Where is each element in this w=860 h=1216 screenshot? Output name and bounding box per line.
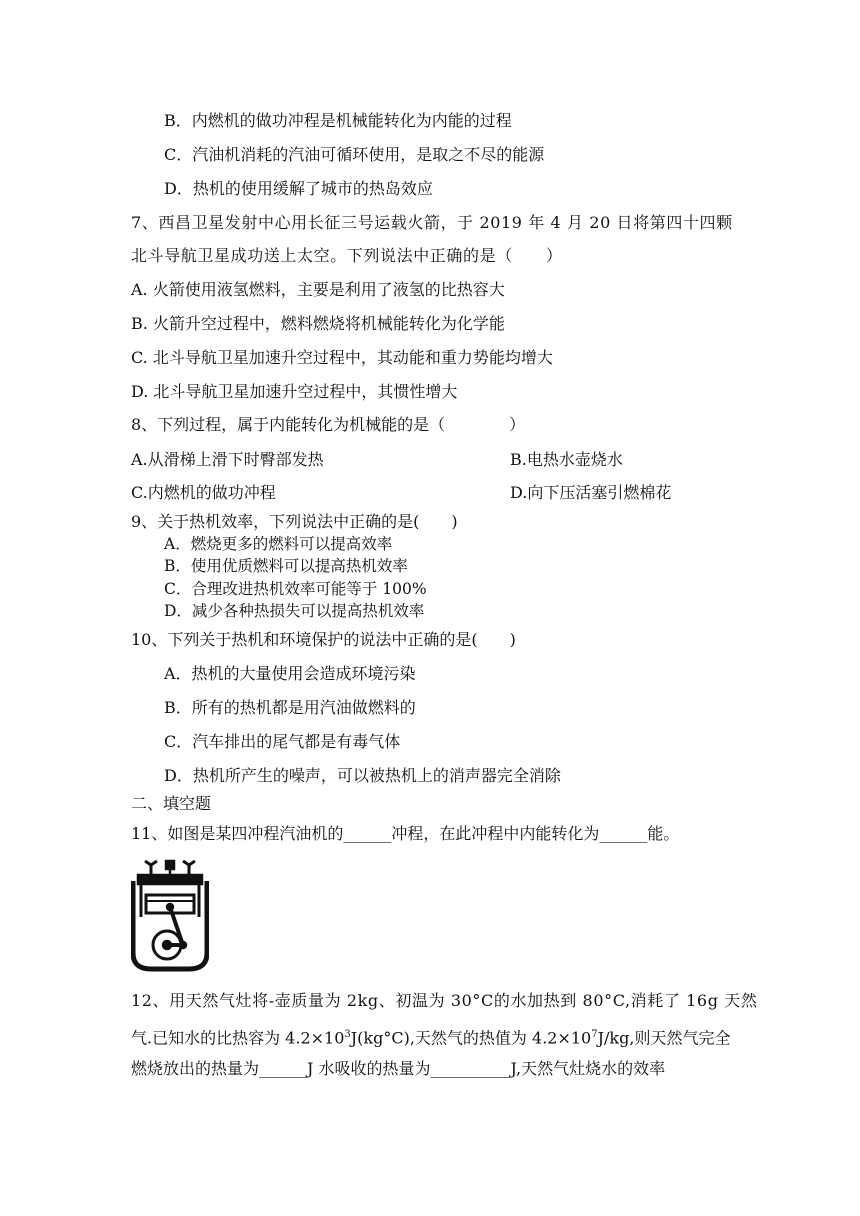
q12-line2-text-b: J(kg°C),天然气的热值为 4.2×10	[350, 1028, 592, 1048]
q12-line2-sup-b: 7	[591, 1029, 598, 1040]
q8-option-d: D.向下压活塞引燃棉花	[510, 483, 672, 502]
q7-option-b: B. 火箭升空过程中，燃料燃烧将机械能转化为化学能	[131, 314, 505, 333]
q9-option-d: D．减少各种热损失可以提高热机效率	[164, 602, 425, 620]
q8-option-c: C.内燃机的做功冲程	[131, 483, 276, 502]
q6-option-d: D．热机的使用缓解了城市的热岛效应	[164, 179, 433, 198]
q10-option-d: D．热机所产生的噪声，可以被热机上的消声器完全消除	[164, 766, 561, 785]
q12-line2-sup-a: 3	[344, 1029, 351, 1040]
q8-option-a: A.从滑梯上滑下时臀部发热	[131, 450, 324, 469]
q10-option-b: B．所有的热机都是用汽油做燃料的	[164, 698, 416, 717]
q9-option-a: A．燃烧更多的燃料可以提高效率	[164, 535, 393, 553]
q9-stem: 9、关于热机效率，下列说法中正确的是( )	[131, 512, 458, 531]
q7-stem-line1: 7、西昌卫星发射中心用长征三号运载火箭，于 2019 年 4 月 20 日将第四十四颗	[131, 213, 733, 232]
q10-option-a: A．热机的大量使用会造成环境污染	[164, 664, 416, 683]
q12-line1: 12、用天然气灶将-壶质量为 2kg、初温为 30°C的水加热到 80°C,消耗了 16g 天然	[131, 991, 758, 1010]
q10-option-c: C．汽车排出的尾气都是有毒气体	[164, 732, 401, 751]
section-heading-fill-in: 二、填空题	[131, 794, 212, 813]
q9-option-b: B．使用优质燃料可以提高热机效率	[164, 557, 408, 575]
q7-option-d: D. 北斗导航卫星加速升空过程中，其惯性增大	[131, 382, 458, 401]
q12-line3: 燃烧放出的热量为______J 水吸收的热量为__________J,天然气灶烧水的效率	[131, 1059, 666, 1078]
q7-option-a: A. 火箭使用液氢燃料，主要是利用了液氢的比热容大	[131, 280, 505, 299]
q8-stem: 8、下列过程，属于内能转化为机械能的是（ ）	[131, 415, 526, 434]
q12-line2	[131, 1024, 730, 1049]
q7-option-c: C. 北斗导航卫星加速升空过程中，其动能和重力势能均增大	[131, 348, 553, 367]
q9-option-c: C．合理改进热机效率可能等于 100%	[164, 580, 427, 598]
q10-stem: 10、下列关于热机和环境保护的说法中正确的是( )	[131, 630, 516, 649]
q6-option-b: B．内燃机的做功冲程是机械能转化为内能的过程	[164, 111, 512, 130]
q7-stem-line2: 北斗导航卫星成功送上太空。下列说法中正确的是（ ）	[131, 246, 563, 265]
q8-option-b: B.电热水壶烧水	[510, 450, 623, 469]
q12-line2-text-a: 气.已知水的比热容为 4.2×10	[131, 1028, 345, 1048]
q12-line2-text-c: J/kg,则天然气完全	[597, 1028, 731, 1048]
q6-option-c: C．汽油机消耗的汽油可循环使用，是取之不尽的能源	[164, 145, 545, 164]
engine-cylinder-figure	[131, 857, 209, 973]
q11-stem: 11、如图是某四冲程汽油机的______冲程，在此冲程中内能转化为______能。	[131, 824, 680, 843]
